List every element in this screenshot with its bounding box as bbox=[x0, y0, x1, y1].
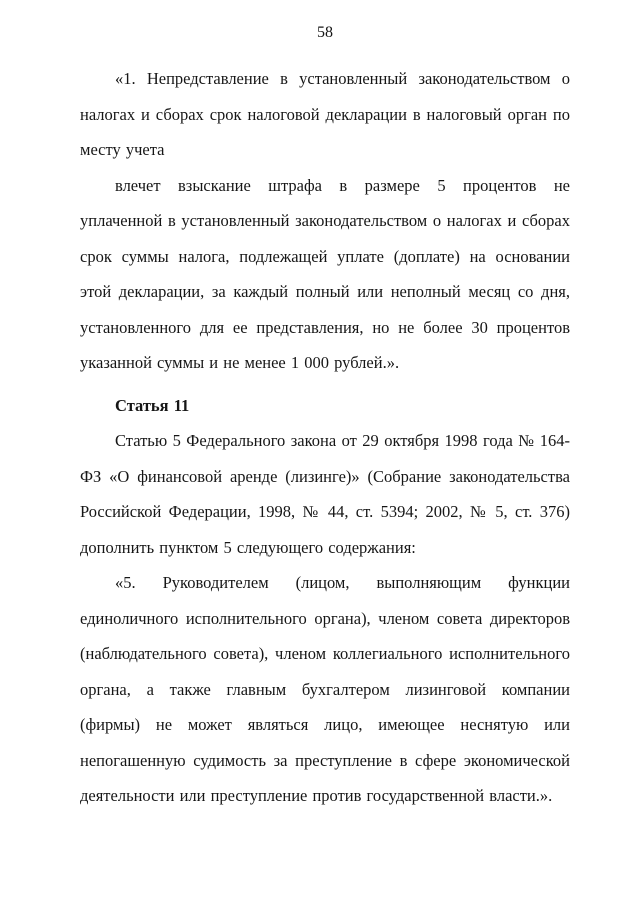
paragraph-article-11-intro: Статью 5 Федерального закона от 29 октября 1998 года № 164-ФЗ «О финансовой аренде (лизинге)» (Собрание законодательства Российской Федерации, 1998, № 44, ст. 5394; 2002, № 5, ст. 376) дополнить пунктом 5 следующего содержания: bbox=[80, 431, 570, 557]
page-number: 58 bbox=[317, 24, 333, 41]
article-11-heading: Статья 11 bbox=[115, 395, 190, 415]
paragraph-tax-declaration-quote-part-1: «1. Непредставление в установленный законодательством о налогах и сборах срок налоговой декларации в налоговый орган по месту учета bbox=[80, 69, 570, 159]
paragraph-leasing-company-quote: «5. Руководителем (лицом, выполняющим функции единоличного исполнительного органа), членом совета директоров (наблюдательного совета), членом коллегиального исполнительного органа, а также главным бухгалтером лизинговой компании (фирмы) не может являться лицо, имеющее неснятую или непогашенную судимость за преступление в сфере экономической деятельности или преступление против государственной власти.». bbox=[80, 573, 570, 805]
paragraph-tax-declaration-quote-part-2: влечет взыскание штрафа в размере 5 процентов не уплаченной в установленный законодательством о налогах и сборах срок суммы налога, подлежащей уплате (доплате) на основании этой декларации, за каждый полный или неполный месяц со дня, установленного для ее представления, но не более 30 процентов указанной суммы и не менее 1 000 рублей.». bbox=[80, 175, 570, 372]
